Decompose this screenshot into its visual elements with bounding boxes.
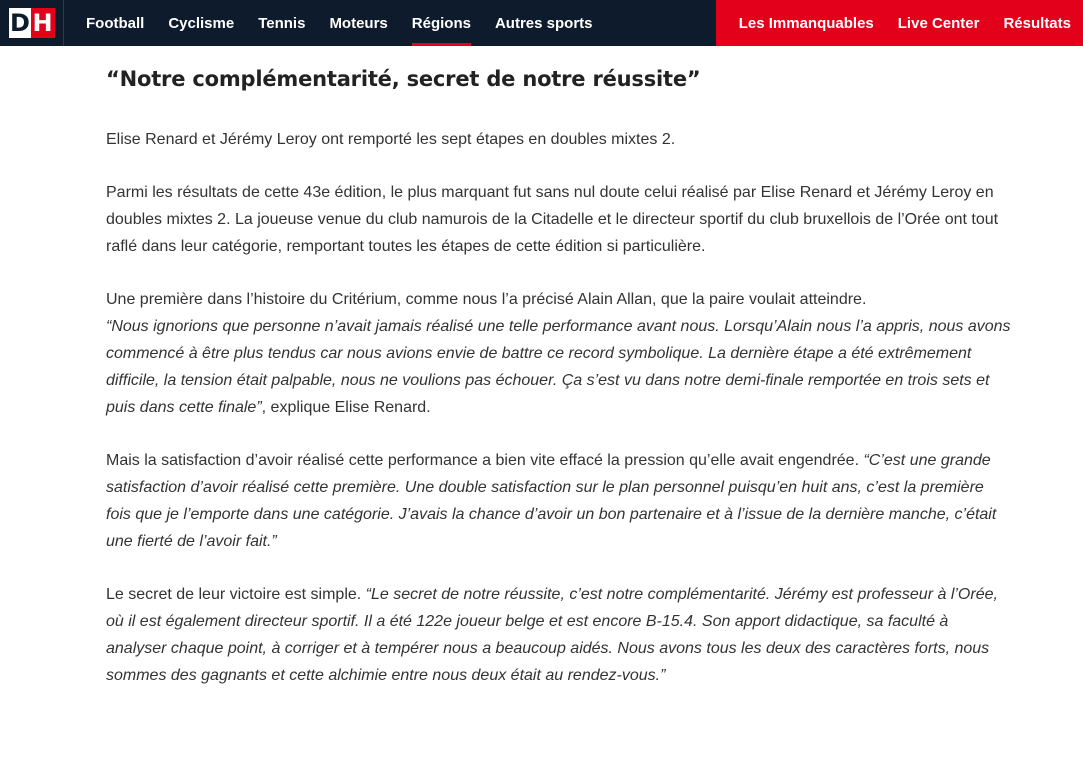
paragraph-3-intro: Une première dans l’histoire du Critérium, comme nous l’a précisé Alain Allan, que la paire voulait atteindre. xyxy=(106,291,867,308)
paragraph-4-quote: “C’est une grande satisfaction d’avoir réalisé cette première. Une double satisfaction sur le plan personnel puisqu’en huit ans, c’est la première fois que je l’emporte dans une catégorie. J’avais la chance d’avoir un bon partenaire et à l’issue de la dernière manche, c’était une fierté de l’avoir fait.” xyxy=(106,452,997,550)
article-subheading: “Notre complémentarité, secret de notre réussite” xyxy=(106,67,701,91)
top-navigation-bar xyxy=(0,0,1083,46)
paragraph-4 xyxy=(106,447,1011,555)
paragraph-5-intro: Le secret de leur victoire est simple. xyxy=(106,586,362,603)
nav-item-les-immanquables[interactable]: Les Immanquables xyxy=(738,14,874,32)
paragraph-3 xyxy=(106,286,1011,421)
article-body xyxy=(106,62,1011,715)
nav-item-moteurs[interactable]: Moteurs xyxy=(329,14,388,32)
logo-letter-h: H xyxy=(32,9,53,37)
paragraph-5-quote: “Le secret de notre réussite, c’est notre complémentarité. Jérémy est professeur à l’Orée, où il est également directeur sportif. Il a été 122e joueur belge et est encore B-15.4. Son apport didactique, sa faculté à analyser chaque point, à corriger et à tempérer nous a beaucoup aidés. Nous avons tous les deux des caractères forts, nous sommes des gagnants et cette alchimie entre nous deux était au rendez-vous.” xyxy=(106,586,998,684)
nav-item-autres-sports[interactable]: Autres sports xyxy=(494,14,593,32)
site-logo[interactable] xyxy=(0,0,64,46)
nav-item-cyclisme[interactable]: Cyclisme xyxy=(168,14,235,32)
paragraph-5 xyxy=(106,581,1011,689)
paragraph-4-intro: Mais la satisfaction d’avoir réalisé cette performance a bien vite effacé la pression qu’elle avait engendrée. xyxy=(106,452,860,469)
paragraph-1: Elise Renard et Jérémy Leroy ont remporté les sept étapes en doubles mixtes 2. xyxy=(106,131,676,148)
paragraph-3-quote: “Nous ignorions que personne n’avait jamais réalisé une telle performance avant nous. Lorsqu’Alain nous l’a appris, nous avons commencé à être plus tendus car nous avions envie de battre ce record symbolique. La dernière étape a été extrêmement difficile, la tension était palpable, nous ne voulions pas échouer. Ça s’est vu dans notre demi-finale remportée en trois sets et puis dans cette finale” xyxy=(106,318,1011,416)
nav-item-regions[interactable]: Régions xyxy=(400,0,483,46)
nav-item-tennis[interactable]: Tennis xyxy=(258,14,306,32)
nav-item-football[interactable]: Football xyxy=(86,14,145,32)
nav-item-resultats[interactable]: Résultats xyxy=(1003,14,1071,32)
paragraph-2: Parmi les résultats de cette 43e édition, le plus marquant fut sans nul doute celui réalisé par Elise Renard et Jérémy Leroy en doubles mixtes 2. La joueuse venue du club namurois de la Citadelle et le directeur sportif du club bruxellois de l’Orée ont tout raflé dans leur catégorie, remportant toutes les étapes de cette édition si particulière. xyxy=(106,184,999,255)
paragraph-3-outro: , explique Elise Renard. xyxy=(261,399,431,416)
logo-letter-d: D xyxy=(10,9,29,37)
nav-item-live-center[interactable]: Live Center xyxy=(897,14,980,32)
logo-mark xyxy=(9,8,55,38)
main-nav xyxy=(64,0,605,46)
secondary-nav xyxy=(716,0,1083,46)
